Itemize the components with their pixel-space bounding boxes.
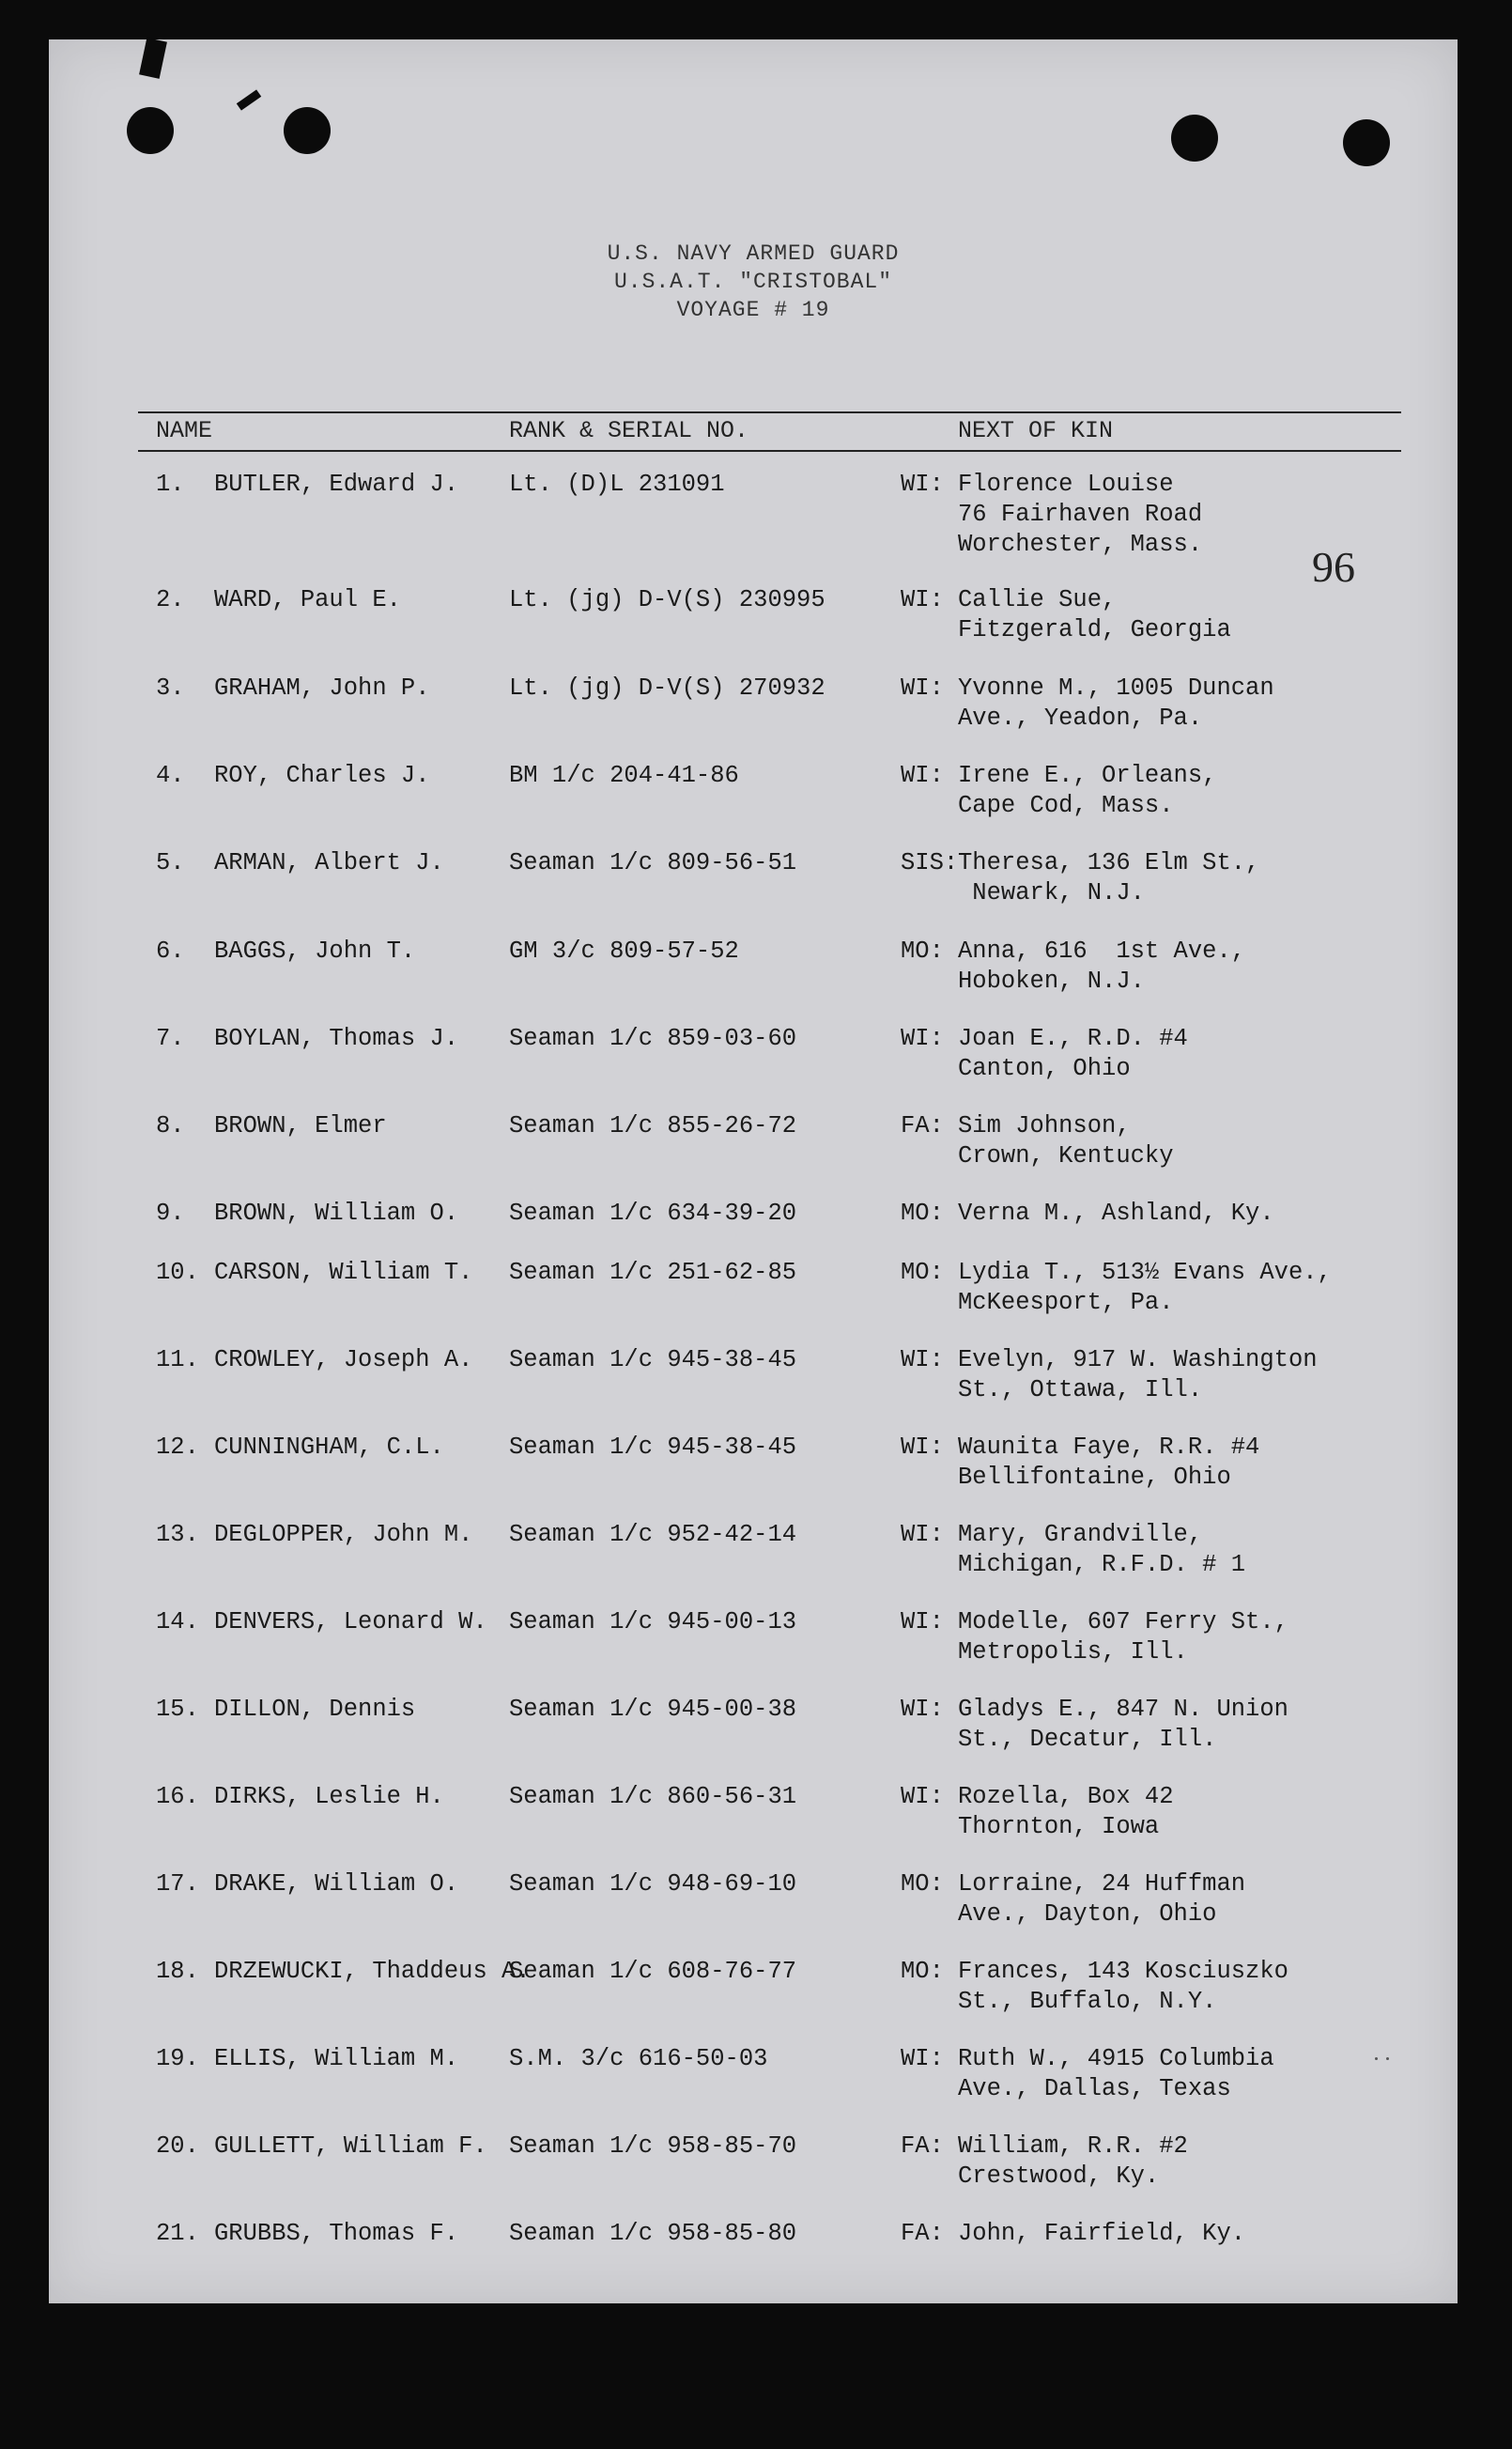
next-of-kin-line: Gladys E., 847 N. Union [958,1696,1288,1723]
sailor-name: ARMAN, Albert J. [214,849,444,876]
entry-number: 14. [156,1608,199,1635]
sailor-name: ELLIS, William M. [214,2045,459,2072]
kin-relation: MO: [901,1870,944,1898]
next-of-kin-line: Ave., Dallas, Texas [958,2075,1231,2102]
sailor-name: BUTLER, Edward J. [214,471,459,498]
next-of-kin-line: Ave., Dayton, Ohio [958,1900,1217,1928]
next-of-kin-line: Callie Sue, [958,586,1117,613]
rank-serial: Seaman 1/c 952-42-14 [509,1521,797,1548]
entry-number: 2. [156,586,185,613]
sailor-name: BAGGS, John T. [214,938,416,965]
next-of-kin-line: Bellifontaine, Ohio [958,1464,1231,1491]
rank-serial: Seaman 1/c 958-85-70 [509,2132,797,2160]
rank-serial: Seaman 1/c 945-38-45 [509,1434,797,1461]
next-of-kin-line: Sim Johnson, [958,1112,1131,1139]
entry-number: 15. [156,1696,199,1723]
kin-relation: WI: [901,1434,944,1461]
header-line-2: U.S.A.T. "CRISTOBAL" [613,270,893,294]
entry-number: 17. [156,1870,199,1898]
kin-relation: MO: [901,1958,944,1985]
ink-mark [237,89,261,110]
sailor-name: GRAHAM, John P. [214,674,430,702]
next-of-kin-line: St., Ottawa, Ill. [958,1376,1203,1403]
sailor-name: CUNNINGHAM, C.L. [214,1434,444,1461]
rank-serial: Seaman 1/c 855-26-72 [509,1112,797,1139]
rank-serial: Seaman 1/c 958-85-80 [509,2220,797,2247]
column-header-kin: NEXT OF KIN [958,417,1114,444]
rank-serial: Lt. (jg) D-V(S) 270932 [509,674,825,702]
kin-relation: WI: [901,1521,944,1548]
next-of-kin-line: Canton, Ohio [958,1055,1131,1082]
next-of-kin-line: Ruth W., 4915 Columbia [958,2045,1274,2072]
next-of-kin-line: Florence Louise [958,471,1174,498]
kin-relation: WI: [901,1783,944,1810]
next-of-kin-line: McKeesport, Pa. [958,1289,1174,1316]
next-of-kin-line: Lydia T., 513½ Evans Ave., [958,1259,1332,1286]
next-of-kin-line: Lorraine, 24 Huffman [958,1870,1246,1898]
sailor-name: WARD, Paul E. [214,586,401,613]
entry-number: 18. [156,1958,199,1985]
kin-relation: MO: [901,1259,944,1286]
kin-relation: WI: [901,1346,944,1373]
rank-serial: Seaman 1/c 945-38-45 [509,1346,797,1373]
next-of-kin-line: Verna M., Ashland, Ky. [958,1200,1274,1227]
sailor-name: BROWN, William O. [214,1200,459,1227]
entry-number: 5. [156,849,185,876]
rank-serial: Seaman 1/c 251-62-85 [509,1259,797,1286]
speck [1375,2057,1378,2060]
sailor-name: BOYLAN, Thomas J. [214,1025,459,1052]
punch-hole [127,107,174,154]
rank-serial: GM 3/c 809-57-52 [509,938,739,965]
next-of-kin-line: Irene E., Orleans, [958,762,1217,789]
sailor-name: DENVERS, Leonard W. [214,1608,487,1635]
kin-relation: WI: [901,1025,944,1052]
next-of-kin-line: Fitzgerald, Georgia [958,616,1231,643]
header-line-1: U.S. NAVY ARMED GUARD [607,241,900,266]
rank-serial: Seaman 1/c 809-56-51 [509,849,797,876]
next-of-kin-line: Anna, 616 1st Ave., [958,938,1246,965]
rank-serial: Lt. (jg) D-V(S) 230995 [509,586,825,613]
entry-number: 3. [156,674,185,702]
sailor-name: BROWN, Elmer [214,1112,387,1139]
kin-relation: WI: [901,1608,944,1635]
sailor-name: DRZEWUCKI, Thaddeus A. [214,1958,531,1985]
sailor-name: GULLETT, William F. [214,2132,487,2160]
sailor-name: DEGLOPPER, John M. [214,1521,473,1548]
entry-number: 1. [156,471,185,498]
next-of-kin-line: Hoboken, N.J. [958,968,1145,995]
ink-mark [139,38,167,79]
kin-relation: WI: [901,1696,944,1723]
rank-serial: S.M. 3/c 616-50-03 [509,2045,768,2072]
next-of-kin-line: Michigan, R.F.D. # 1 [958,1551,1246,1578]
next-of-kin-line: Mary, Grandville, [958,1521,1203,1548]
column-header-name: NAME [156,417,213,444]
entry-number: 11. [156,1346,199,1373]
sailor-name: CROWLEY, Joseph A. [214,1346,473,1373]
next-of-kin-line: Ave., Yeadon, Pa. [958,705,1203,732]
next-of-kin-line: Cape Cod, Mass. [958,792,1174,819]
punch-hole [1343,119,1390,166]
next-of-kin-line: Newark, N.J. [958,879,1145,907]
rank-serial: Lt. (D)L 231091 [509,471,725,498]
next-of-kin-line: St., Buffalo, N.Y. [958,1988,1217,2015]
next-of-kin-line: Metropolis, Ill. [958,1638,1188,1666]
kin-relation: FA: [901,2132,944,2160]
header-line-3: VOYAGE # 19 [676,298,830,322]
entry-number: 4. [156,762,185,789]
sailor-name: GRUBBS, Thomas F. [214,2220,459,2247]
sailor-name: CARSON, William T. [214,1259,473,1286]
punch-hole [1171,115,1218,162]
kin-relation: WI: [901,762,944,789]
next-of-kin-line: St., Decatur, Ill. [958,1726,1217,1753]
next-of-kin-line: Frances, 143 Kosciuszko [958,1958,1288,1985]
kin-relation: FA: [901,2220,944,2247]
rank-serial: Seaman 1/c 860-56-31 [509,1783,797,1810]
next-of-kin-line: Modelle, 607 Ferry St., [958,1608,1288,1635]
document-page [49,39,1458,2303]
column-header-rank: RANK & SERIAL NO. [509,417,749,444]
next-of-kin-line: Yvonne M., 1005 Duncan [958,674,1274,702]
page-number: 96 [1312,543,1355,591]
next-of-kin-line: John, Fairfield, Ky. [958,2220,1246,2247]
rank-serial: Seaman 1/c 634-39-20 [509,1200,797,1227]
punch-hole [284,107,331,154]
kin-relation: MO: [901,938,944,965]
rank-serial: Seaman 1/c 945-00-38 [509,1696,797,1723]
entry-number: 19. [156,2045,199,2072]
rank-serial: BM 1/c 204-41-86 [509,762,739,789]
next-of-kin-line: 76 Fairhaven Road [958,501,1203,528]
kin-relation: FA: [901,1112,944,1139]
header-rule [138,450,1401,452]
entry-number: 16. [156,1783,199,1810]
entry-number: 13. [156,1521,199,1548]
entry-number: 9. [156,1200,185,1227]
kin-relation: MO: [901,1200,944,1227]
top-rule [138,411,1401,413]
kin-relation: WI: [901,471,944,498]
next-of-kin-line: Crestwood, Ky. [958,2162,1160,2190]
next-of-kin-line: Waunita Faye, R.R. #4 [958,1434,1260,1461]
entry-number: 6. [156,938,185,965]
entry-number: 10. [156,1259,199,1286]
next-of-kin-line: Thornton, Iowa [958,1813,1160,1840]
next-of-kin-line: William, R.R. #2 [958,2132,1188,2160]
rank-serial: Seaman 1/c 859-03-60 [509,1025,797,1052]
rank-serial: Seaman 1/c 948-69-10 [509,1870,797,1898]
speck [1386,2057,1389,2060]
rank-serial: Seaman 1/c 945-00-13 [509,1608,797,1635]
next-of-kin-line: Worchester, Mass. [958,531,1203,558]
kin-relation: WI: [901,674,944,702]
next-of-kin-line: Evelyn, 917 W. Washington [958,1346,1318,1373]
sailor-name: DIRKS, Leslie H. [214,1783,444,1810]
next-of-kin-line: Rozella, Box 42 [958,1783,1174,1810]
entry-number: 12. [156,1434,199,1461]
entry-number: 21. [156,2220,199,2247]
kin-relation: WI: [901,586,944,613]
next-of-kin-line: Crown, Kentucky [958,1142,1174,1170]
sailor-name: DILLON, Dennis [214,1696,416,1723]
rank-serial: Seaman 1/c 608-76-77 [509,1958,797,1985]
next-of-kin-line: Theresa, 136 Elm St., [958,849,1260,876]
entry-number: 8. [156,1112,185,1139]
kin-relation: WI: [901,2045,944,2072]
kin-relation: SIS: [901,849,959,876]
sailor-name: DRAKE, William O. [214,1870,459,1898]
entry-number: 20. [156,2132,199,2160]
sailor-name: ROY, Charles J. [214,762,430,789]
entry-number: 7. [156,1025,185,1052]
next-of-kin-line: Joan E., R.D. #4 [958,1025,1188,1052]
